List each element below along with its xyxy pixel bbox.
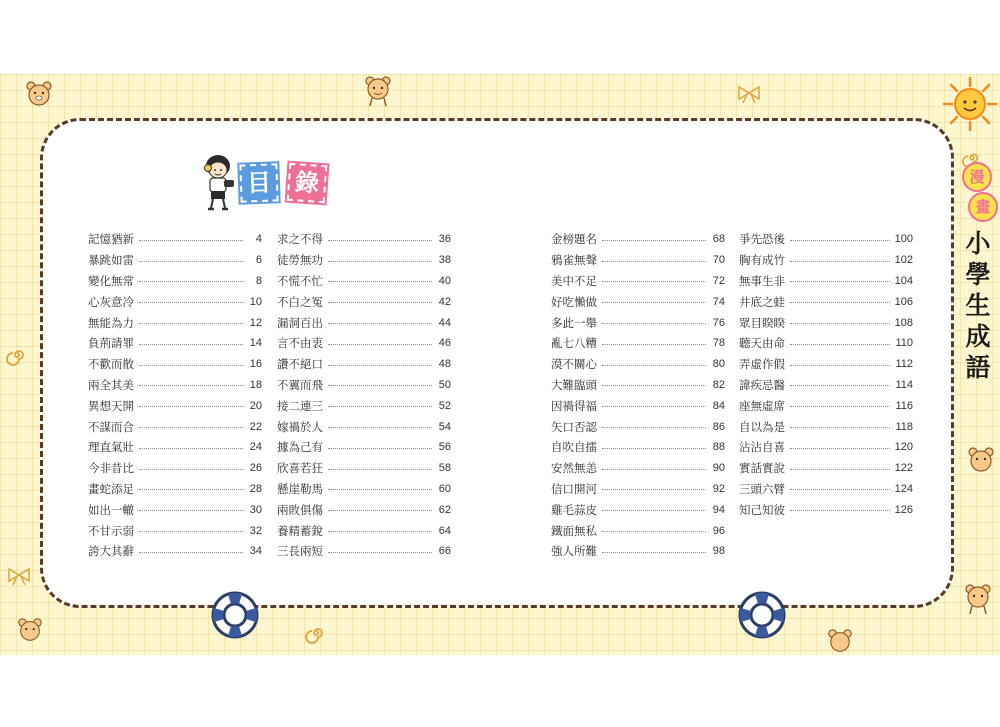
toc-entry[interactable]	[88, 271, 262, 292]
toc-entry-title: 眾目睽睽	[739, 315, 785, 330]
bow-icon	[6, 566, 32, 586]
toc-entry[interactable]	[551, 312, 725, 333]
toc-entry[interactable]	[551, 541, 725, 562]
toc-dot-leader	[139, 281, 243, 282]
toc-entry[interactable]	[88, 291, 262, 312]
toc-dot-leader	[139, 510, 243, 511]
toc-dot-leader	[602, 385, 706, 386]
series-title	[958, 158, 1000, 418]
toc-dot-leader	[790, 469, 890, 470]
toc-entry-title: 多此一舉	[551, 315, 597, 330]
toc-entry-title: 暴跳如雷	[88, 253, 134, 268]
toc-entry-title: 漠不關心	[551, 357, 597, 372]
toc-entry-title: 自吹自擂	[551, 440, 597, 455]
toc-entry-title: 亂七八糟	[551, 336, 597, 351]
toc-entry-title: 懸崖勒馬	[277, 481, 323, 496]
toc-entry-page: 84	[712, 399, 725, 412]
toc-entry[interactable]	[551, 520, 725, 541]
sun-icon	[942, 76, 998, 132]
toc-entry-page: 110	[895, 337, 913, 350]
toc-entry-title: 自以為是	[739, 419, 785, 434]
toc-entry[interactable]	[739, 499, 913, 520]
toc-dot-leader	[328, 240, 432, 241]
toc-entry[interactable]	[739, 229, 913, 250]
toc-entry-title: 大難臨頭	[551, 377, 597, 392]
toc-entry-page: 108	[894, 316, 913, 329]
toc-entry-title: 爭先恐後	[739, 232, 785, 247]
toc-dot-leader	[139, 385, 243, 386]
toc-entry[interactable]	[739, 250, 913, 271]
toc-entry-title: 不謀而合	[88, 419, 134, 434]
toc-dot-leader	[602, 240, 706, 241]
toc-dot-leader	[790, 261, 890, 262]
toc-dot-leader	[328, 489, 432, 490]
toc-entry[interactable]	[551, 271, 725, 292]
toc-entry-page: 36	[438, 233, 451, 246]
toc-entry-page: 86	[712, 420, 725, 433]
toc-entry-page: 100	[894, 233, 913, 246]
toc-dot-leader	[139, 489, 243, 490]
toc-dot-leader	[139, 323, 243, 324]
toc-entry-title: 變化無常	[88, 273, 134, 288]
toc-entry-page: 94	[712, 503, 725, 516]
series-title-char: 成	[965, 322, 991, 351]
toc-dot-leader	[328, 448, 432, 449]
teddy-bear-icon	[826, 628, 854, 654]
toc-entry-page: 38	[438, 254, 451, 267]
toc-entry-page: 88	[712, 441, 725, 454]
toc-entry-title: 如出一轍	[88, 502, 134, 517]
toc-entry-title: 徒勞無功	[277, 253, 323, 268]
toc-entry-page: 90	[712, 462, 725, 475]
toc-entry-title: 理直氣壯	[88, 440, 134, 455]
toc-entry[interactable]	[88, 479, 262, 500]
toc-entry[interactable]	[739, 479, 913, 500]
toc-entry[interactable]	[739, 395, 913, 416]
toc-entry[interactable]	[551, 291, 725, 312]
toc-entry-page: 106	[894, 295, 913, 308]
toc-dot-leader	[790, 489, 890, 490]
toc-entry-title: 實話實說	[739, 461, 785, 476]
toc-entry[interactable]	[739, 271, 913, 292]
toc-entry-page: 18	[249, 378, 262, 391]
toc-dot-leader	[602, 281, 706, 282]
toc-dot-leader	[328, 406, 432, 407]
toc-entry[interactable]	[739, 291, 913, 312]
toc-entry-page: 42	[438, 295, 451, 308]
toc-entry-page: 14	[249, 337, 262, 350]
toc-entry-page: 12	[249, 316, 262, 329]
toc-entry-page: 24	[249, 441, 262, 454]
toc-entry[interactable]	[551, 458, 725, 479]
toc-dot-leader	[602, 552, 706, 553]
toc-entry-page: 52	[438, 399, 451, 412]
toc-heading	[196, 152, 336, 216]
toc-entry-title: 美中不足	[551, 273, 597, 288]
toc-column	[739, 229, 913, 520]
toc-dot-leader	[139, 531, 243, 532]
toc-dot-leader	[328, 302, 432, 303]
swirl-icon	[305, 622, 327, 644]
toc-entry-page: 60	[438, 482, 451, 495]
toc-entry-title: 三長兩短	[277, 544, 323, 559]
toc-dot-leader	[328, 365, 432, 366]
toc-heading-char: 目	[239, 163, 278, 202]
toc-entry[interactable]	[88, 375, 262, 396]
toc-entry-title: 鴉雀無聲	[551, 253, 597, 268]
toc-heading-char: 錄	[287, 163, 328, 204]
toc-entry-page: 64	[438, 524, 451, 537]
toc-entry-page: 118	[895, 420, 913, 433]
toc-entry-title: 兩全其美	[88, 377, 134, 392]
series-title-comic-char: 漫	[962, 162, 992, 192]
toc-entry[interactable]	[88, 312, 262, 333]
toc-entry-page: 4	[255, 233, 262, 246]
toc-entry-title: 諱疾忌醫	[739, 377, 785, 392]
toc-entry-title: 不慌不忙	[277, 273, 323, 288]
toc-entry-page: 58	[438, 462, 451, 475]
toc-entry-page: 26	[249, 462, 262, 475]
toc-dot-leader	[602, 489, 706, 490]
toc-dot-leader	[602, 448, 706, 449]
toc-entry[interactable]	[551, 250, 725, 271]
toc-entry[interactable]	[88, 541, 262, 562]
toc-entry-page: 92	[712, 482, 725, 495]
toc-entry[interactable]	[277, 458, 451, 479]
toc-entry-title: 矢口否認	[551, 419, 597, 434]
toc-entry-title: 井底之蛙	[739, 294, 785, 309]
toc-entry[interactable]	[277, 229, 451, 250]
toc-dot-leader	[139, 261, 243, 262]
toc-dot-leader	[790, 323, 890, 324]
toc-dot-leader	[139, 365, 243, 366]
toc-entry-page: 96	[712, 524, 725, 537]
series-title-char: 語	[965, 353, 991, 382]
toc-entry[interactable]	[739, 416, 913, 437]
toc-entry-title: 畫蛇添足	[88, 481, 134, 496]
toc-entry-page: 8	[255, 274, 262, 287]
toc-dot-leader	[139, 469, 243, 470]
toc-entry-page: 120	[894, 441, 913, 454]
toc-column	[551, 229, 725, 562]
toc-entry-page: 62	[438, 503, 451, 516]
toc-entry-page: 46	[438, 337, 451, 350]
toc-dot-leader	[328, 510, 432, 511]
toc-entry[interactable]	[277, 520, 451, 541]
toc-entry-title: 無事生非	[739, 273, 785, 288]
toc-dot-leader	[790, 302, 890, 303]
toc-column	[277, 229, 451, 562]
toc-entry[interactable]	[277, 271, 451, 292]
toc-entry[interactable]	[88, 354, 262, 375]
toc-entry[interactable]	[739, 458, 913, 479]
toc-entry-page: 122	[894, 462, 913, 475]
teddy-bear-icon	[16, 616, 44, 644]
toc-entry[interactable]	[277, 375, 451, 396]
toc-entry-title: 雞毛蒜皮	[551, 502, 597, 517]
toc-entry-title: 因禍得福	[551, 398, 597, 413]
toc-dot-leader	[602, 469, 706, 470]
toc-entry[interactable]	[551, 437, 725, 458]
toc-dot-leader	[602, 427, 706, 428]
toc-entry[interactable]	[277, 395, 451, 416]
toc-dot-leader	[139, 427, 243, 428]
toc-entry-page: 126	[894, 503, 913, 516]
toc-entry-page: 32	[249, 524, 262, 537]
toc-dot-leader	[139, 240, 243, 241]
toc-entry[interactable]	[277, 312, 451, 333]
series-title-char: 生	[965, 291, 991, 320]
toc-dot-leader	[328, 281, 432, 282]
toc-dot-leader	[328, 427, 432, 428]
toc-dot-leader	[328, 385, 432, 386]
toc-entry-title: 信口開河	[551, 481, 597, 496]
toc-entry-page: 124	[894, 482, 913, 495]
toc-entry-title: 欣喜若狂	[277, 461, 323, 476]
toc-entry[interactable]	[551, 395, 725, 416]
toc-dot-leader	[328, 469, 432, 470]
toc-dot-leader	[790, 510, 890, 511]
toc-entry[interactable]	[551, 229, 725, 250]
toc-entry-page: 30	[249, 503, 262, 516]
toc-entry-title: 接二連三	[277, 398, 323, 413]
toc-entry[interactable]	[88, 395, 262, 416]
toc-entry[interactable]	[88, 520, 262, 541]
bow-icon	[736, 84, 762, 104]
toc-entry-title: 好吃懶做	[551, 294, 597, 309]
toc-entry[interactable]	[551, 499, 725, 520]
toc-dot-leader	[328, 552, 432, 553]
toc-dot-leader	[328, 344, 432, 345]
toc-entry-page: 40	[438, 274, 451, 287]
toc-entry[interactable]	[739, 354, 913, 375]
toc-entry-page: 112	[895, 358, 913, 371]
toc-entry-title: 負荊請罪	[88, 336, 134, 351]
toc-entry-title: 沾沾自喜	[739, 440, 785, 455]
toc-entry[interactable]	[739, 375, 913, 396]
toc-dot-leader	[328, 531, 432, 532]
life-ring-icon	[735, 588, 789, 642]
toc-entry[interactable]	[277, 479, 451, 500]
toc-dot-leader	[790, 448, 890, 449]
toc-entry[interactable]	[277, 291, 451, 312]
teddy-bear-icon	[24, 80, 54, 108]
toc-entry-page: 68	[712, 233, 725, 246]
series-title-char: 小	[965, 229, 991, 258]
toc-entry-page: 82	[712, 378, 725, 391]
toc-entry-page: 16	[249, 358, 262, 371]
toc-entry[interactable]	[88, 437, 262, 458]
toc-entry[interactable]	[88, 458, 262, 479]
toc-entry[interactable]	[739, 333, 913, 354]
toc-entry-page: 20	[249, 399, 262, 412]
toc-entry-title: 鐵面無私	[551, 523, 597, 538]
toc-dot-leader	[139, 448, 243, 449]
toc-entry-page: 54	[438, 420, 451, 433]
toc-entry[interactable]	[739, 437, 913, 458]
toc-entry[interactable]	[277, 499, 451, 520]
toc-entry-title: 弄虛作假	[739, 357, 785, 372]
toc-dot-leader	[602, 323, 706, 324]
toc-entry-page: 74	[712, 295, 725, 308]
toc-dot-leader	[602, 531, 706, 532]
toc-entry-title: 記憶猶新	[88, 232, 134, 247]
teddy-bear-icon	[962, 582, 996, 616]
toc-dot-leader	[602, 510, 706, 511]
toc-column	[88, 229, 262, 562]
toc-entry-page: 116	[895, 399, 913, 412]
toc-entry-title: 誇大其辭	[88, 544, 134, 559]
toc-entry[interactable]	[88, 416, 262, 437]
swirl-icon	[6, 344, 28, 366]
teddy-bear-icon	[966, 446, 996, 474]
toc-entry[interactable]	[277, 250, 451, 271]
toc-entry-page: 70	[712, 254, 725, 267]
toc-entry-page: 48	[438, 358, 451, 371]
toc-entry[interactable]	[551, 416, 725, 437]
toc-entry-title: 胸有成竹	[739, 253, 785, 268]
toc-dot-leader	[139, 302, 243, 303]
toc-entry-title: 不翼而飛	[277, 377, 323, 392]
toc-dot-leader	[790, 406, 890, 407]
series-title-comic-char: 畫	[968, 192, 998, 222]
toc-entry-page: 66	[438, 545, 451, 558]
toc-entry[interactable]	[551, 354, 725, 375]
toc-entry-page: 78	[712, 337, 725, 350]
toc-entry-page: 80	[712, 358, 725, 371]
toc-entry-page: 50	[438, 378, 451, 391]
toc-entry[interactable]	[277, 333, 451, 354]
toc-dot-leader	[602, 406, 706, 407]
toc-entry-title: 心灰意冷	[88, 294, 134, 309]
toc-entry-title: 知己知彼	[739, 502, 785, 517]
toc-dot-leader	[139, 344, 243, 345]
toc-entry-title: 據為己有	[277, 440, 323, 455]
toc-entry-title: 漏洞百出	[277, 315, 323, 330]
toc-entry-page: 102	[894, 254, 913, 267]
toc-dot-leader	[790, 281, 890, 282]
life-ring-icon	[208, 588, 262, 642]
toc-entry[interactable]	[551, 333, 725, 354]
toc-dot-leader	[328, 261, 432, 262]
toc-entry-title: 養精蓄銳	[277, 523, 323, 538]
toc-dot-leader	[602, 344, 706, 345]
toc-dot-leader	[790, 344, 890, 345]
series-title-char: 學	[965, 260, 991, 289]
toc-dot-leader	[602, 302, 706, 303]
toc-entry-title: 無能為力	[88, 315, 134, 330]
toc-entry-title: 金榜題名	[551, 232, 597, 247]
toc-entry[interactable]	[551, 479, 725, 500]
toc-entry-page: 114	[895, 378, 913, 391]
toc-entry-page: 28	[249, 482, 262, 495]
toc-entry-page: 34	[249, 545, 262, 558]
toc-entry-title: 安然無恙	[551, 461, 597, 476]
toc-dot-leader	[790, 385, 890, 386]
toc-entry-title: 讚不絕口	[277, 357, 323, 372]
toc-entry[interactable]	[277, 437, 451, 458]
toc-entry-title: 今非昔比	[88, 461, 134, 476]
toc-entry-title: 異想天開	[88, 398, 134, 413]
toc-entry-page: 22	[249, 420, 262, 433]
toc-entry-page: 76	[712, 316, 725, 329]
toc-entry-title: 言不由衷	[277, 336, 323, 351]
toc-entry-page: 56	[438, 441, 451, 454]
toc-entry-title: 嫁禍於人	[277, 419, 323, 434]
toc-entry[interactable]	[88, 333, 262, 354]
toc-dot-leader	[602, 261, 706, 262]
toc-entry-title: 不白之冤	[277, 294, 323, 309]
toc-dot-leader	[790, 365, 890, 366]
toc-entry-title: 聽天由命	[739, 336, 785, 351]
teddy-bear-icon	[362, 74, 396, 108]
toc-dot-leader	[602, 365, 706, 366]
toc-entry-page: 72	[712, 274, 725, 287]
toc-entry-page: 6	[255, 254, 262, 267]
cartoon-boy-illustration	[196, 152, 242, 212]
toc-dot-leader	[790, 240, 890, 241]
toc-entry-title: 求之不得	[277, 232, 323, 247]
toc-entry-title: 不甘示弱	[88, 523, 134, 538]
toc-entry[interactable]	[739, 312, 913, 333]
toc-entry-page: 104	[894, 274, 913, 287]
toc-entry-title: 座無虛席	[739, 398, 785, 413]
toc-entry-title: 三頭六臂	[739, 481, 785, 496]
toc-dot-leader	[328, 323, 432, 324]
toc-entry-title: 不歡而散	[88, 357, 134, 372]
toc-entry-title: 強人所難	[551, 544, 597, 559]
toc-entry[interactable]	[88, 229, 262, 250]
toc-entry[interactable]	[277, 354, 451, 375]
toc-dot-leader	[139, 406, 243, 407]
toc-entry-page: 44	[438, 316, 451, 329]
toc-entry[interactable]	[551, 375, 725, 396]
toc-entry-title: 兩敗俱傷	[277, 502, 323, 517]
toc-entry-page: 10	[249, 295, 262, 308]
toc-entry[interactable]	[277, 541, 451, 562]
toc-dot-leader	[790, 427, 890, 428]
toc-dot-leader	[139, 552, 243, 553]
toc-entry-page: 98	[712, 545, 725, 558]
toc-entry[interactable]	[88, 250, 262, 271]
toc-entry[interactable]	[88, 499, 262, 520]
toc-entry[interactable]	[277, 416, 451, 437]
